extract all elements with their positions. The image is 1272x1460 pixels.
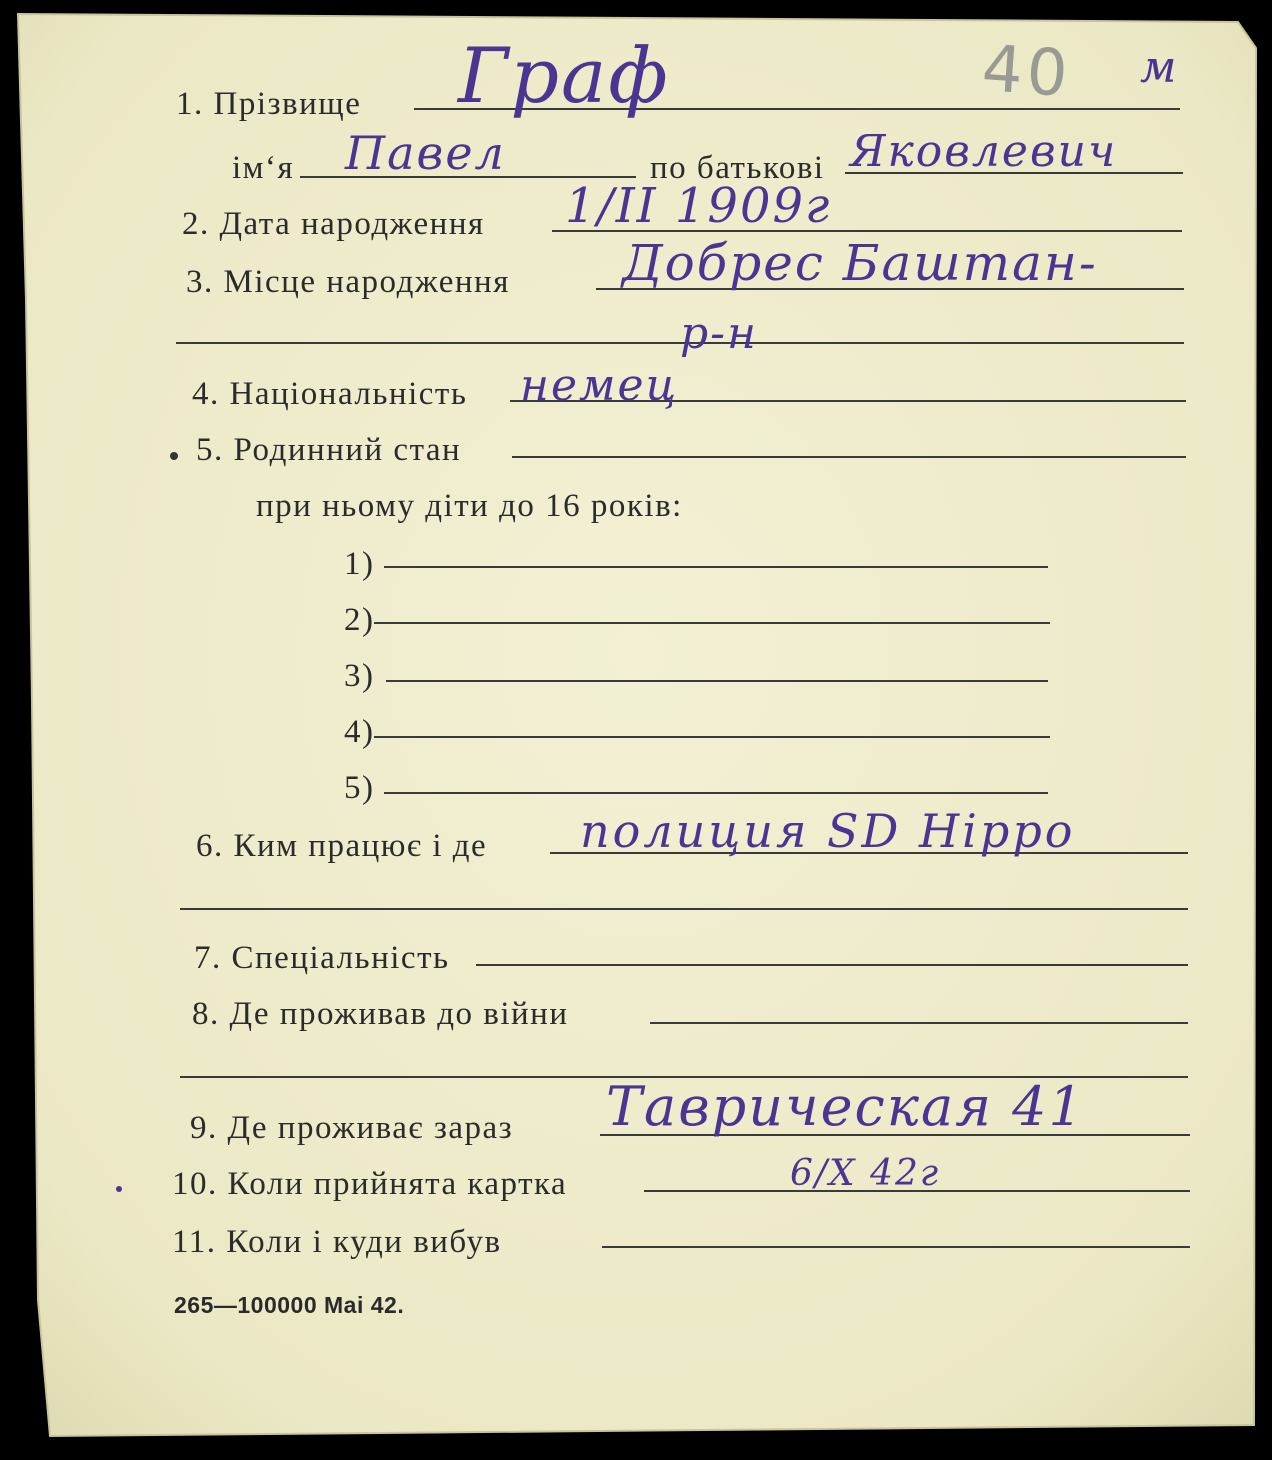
pencil-number: 40 bbox=[979, 31, 1074, 113]
child-line-4 bbox=[374, 736, 1050, 738]
work-label: 6. Ким працює і де bbox=[196, 828, 488, 864]
child-num-1: 1) bbox=[344, 546, 375, 582]
work-line-2 bbox=[180, 908, 1188, 910]
left-label: 11. Коли і куди вибув bbox=[172, 1224, 502, 1260]
name-value: Павел bbox=[345, 126, 506, 180]
print-run-footer: 265—100000 Mai 42. bbox=[174, 1292, 405, 1318]
child-line-2 bbox=[374, 622, 1050, 624]
work-value: полиция SD Hippo bbox=[580, 804, 1076, 858]
current-addr-label: 9. Де проживає зараз bbox=[190, 1110, 514, 1146]
punch-mark bbox=[170, 452, 178, 460]
child-num-4: 4) bbox=[344, 714, 375, 750]
child-line-1 bbox=[384, 566, 1048, 568]
birth-date-value: 1/II 1909г bbox=[565, 178, 832, 234]
child-line-5 bbox=[384, 792, 1048, 794]
card-date-value: 6/X 42г bbox=[790, 1153, 941, 1194]
birth-place-value: Добрес Баштан- bbox=[622, 234, 1098, 292]
speciality-line bbox=[476, 964, 1188, 966]
surname-label: 1. Прізвище bbox=[176, 86, 362, 122]
marital-label: 5. Родинний стан bbox=[196, 432, 462, 468]
name-label: ім‘я bbox=[232, 150, 295, 186]
card-date-label: 10. Коли прийнята картка bbox=[172, 1166, 568, 1202]
surname-value: Граф bbox=[458, 31, 670, 120]
current-addr-value: Таврическая 41 bbox=[606, 1075, 1085, 1138]
prewar-label: 8. Де проживав до війни bbox=[192, 996, 569, 1032]
child-num-5: 5) bbox=[344, 770, 375, 806]
gender-mark: м bbox=[1140, 42, 1179, 93]
child-num-3: 3) bbox=[344, 658, 375, 694]
ink-speck bbox=[116, 1186, 122, 1192]
birth-place-value-2: р-н bbox=[680, 308, 759, 359]
speciality-label: 7. Спеціальність bbox=[194, 940, 450, 976]
child-line-3 bbox=[386, 680, 1048, 682]
nationality-label: 4. Національність bbox=[192, 376, 468, 412]
nationality-value: немец bbox=[520, 360, 679, 411]
children-label: при ньому діти до 16 років: bbox=[256, 488, 683, 524]
marital-line bbox=[512, 456, 1186, 458]
patronymic-label: по батькові bbox=[650, 150, 825, 186]
patronymic-value: Яковлевич bbox=[850, 126, 1118, 177]
left-line bbox=[602, 1246, 1190, 1248]
birth-date-label: 2. Дата народження bbox=[182, 206, 485, 242]
child-num-2: 2) bbox=[344, 602, 375, 638]
prewar-line bbox=[650, 1022, 1188, 1024]
birth-place-label: 3. Місце народження bbox=[186, 264, 510, 300]
